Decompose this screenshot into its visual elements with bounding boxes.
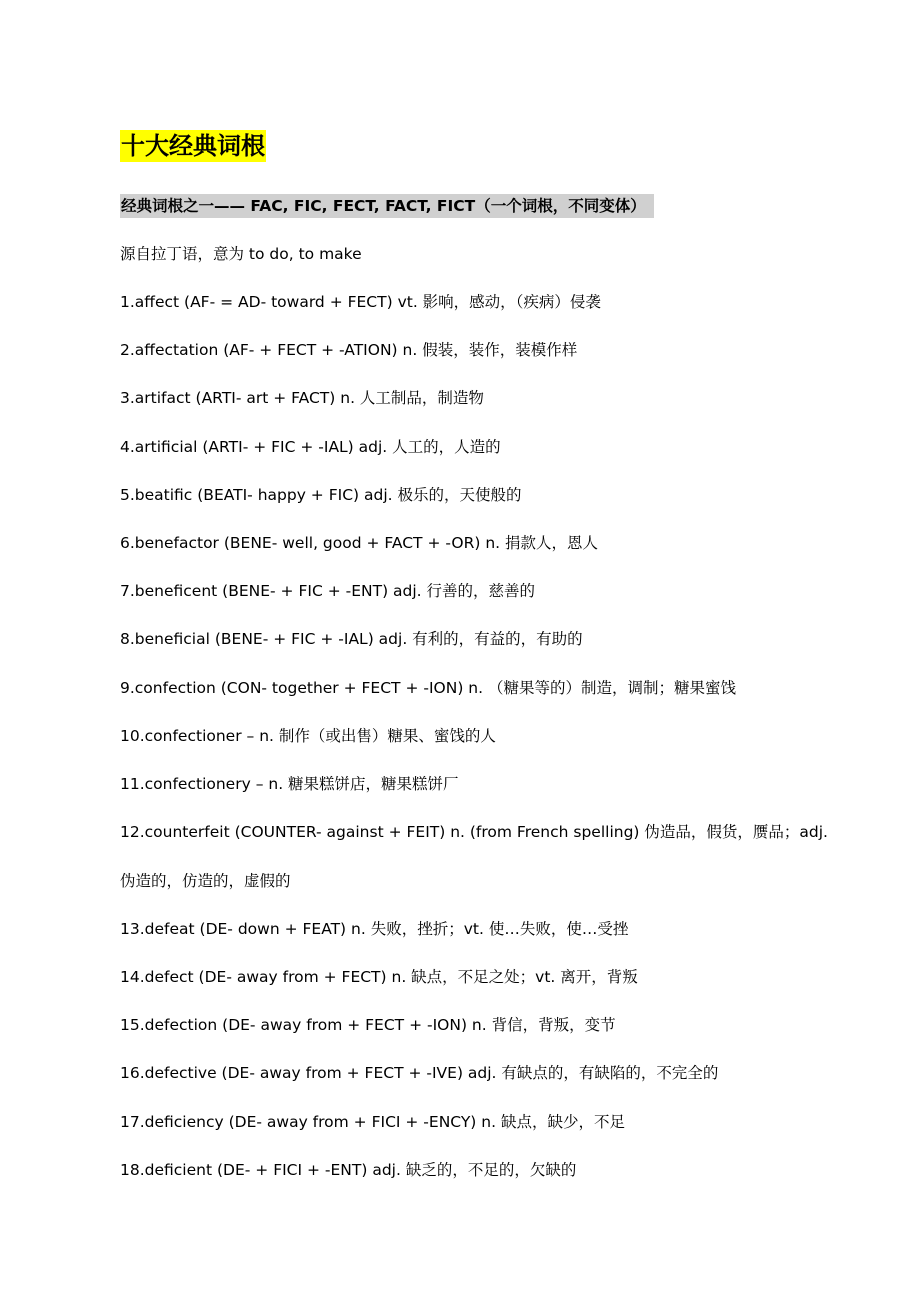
entry-line: 8.beneficial (BENE- + FIC + -IAL) adj. 有利的，有益的，有助的	[120, 630, 583, 648]
entry-line-continuation: 伪造的，仿造的，虚假的	[120, 872, 291, 890]
section-heading: 经典词根之一—— FAC, FIC, FECT, FACT, FICT（一个词根，不同变体）	[120, 194, 654, 218]
entry-line: 1.affect (AF- = AD- toward + FECT) vt. 影响，感动，（疾病）侵袭	[120, 293, 601, 311]
entry-line: 10.confectioner – n. 制作（或出售）糖果、蜜饯的人	[120, 727, 496, 745]
intro-text: 源自拉丁语，意为 to do, to make	[120, 245, 362, 263]
entry-line: 17.deficiency (DE- away from + FICI + -ENCY) n. 缺点，缺少，不足	[120, 1113, 625, 1131]
entry-line: 11.confectionery – n. 糖果糕饼店，糖果糕饼厂	[120, 775, 459, 793]
entry-line: 18.deficient (DE- + FICI + -ENT) adj. 缺乏的，不足的，欠缺的	[120, 1161, 577, 1179]
entry-line: 12.counterfeit (COUNTER- against + FEIT) n. (from French spelling) 伪造品，假货，赝品；adj.	[120, 823, 828, 841]
entry-line: 16.defective (DE- away from + FECT + -IVE) adj. 有缺点的，有缺陷的，不完全的	[120, 1064, 719, 1082]
entry-line: 3.artifact (ARTI- art + FACT) n. 人工制品，制造物	[120, 389, 484, 407]
entry-line: 13.defeat (DE- down + FEAT) n. 失败，挫折；vt. 使…失败，使…受挫	[120, 920, 629, 938]
document-title: 十大经典词根	[121, 132, 265, 160]
entry-line: 2.affectation (AF- + FECT + -ATION) n. 假装，装作，装模作样	[120, 341, 578, 359]
entry-line: 7.beneficent (BENE- + FIC + -ENT) adj. 行善的，慈善的	[120, 582, 536, 600]
entry-line: 15.defection (DE- away from + FECT + -ION) n. 背信，背叛，变节	[120, 1016, 616, 1034]
entry-line: 5.beatific (BEATI- happy + FIC) adj. 极乐的，天使般的	[120, 486, 522, 504]
entry-line: 14.defect (DE- away from + FECT) n. 缺点，不足之处；vt. 离开，背叛	[120, 968, 638, 986]
entry-line: 4.artificial (ARTI- + FIC + -IAL) adj. 人工的，人造的	[120, 438, 501, 456]
entry-line: 6.benefactor (BENE- well, good + FACT + -OR) n. 捐款人，恩人	[120, 534, 599, 552]
entry-line: 9.confection (CON- together + FECT + -ION) n. （糖果等的）制造，调制；糖果蜜饯	[120, 679, 736, 697]
